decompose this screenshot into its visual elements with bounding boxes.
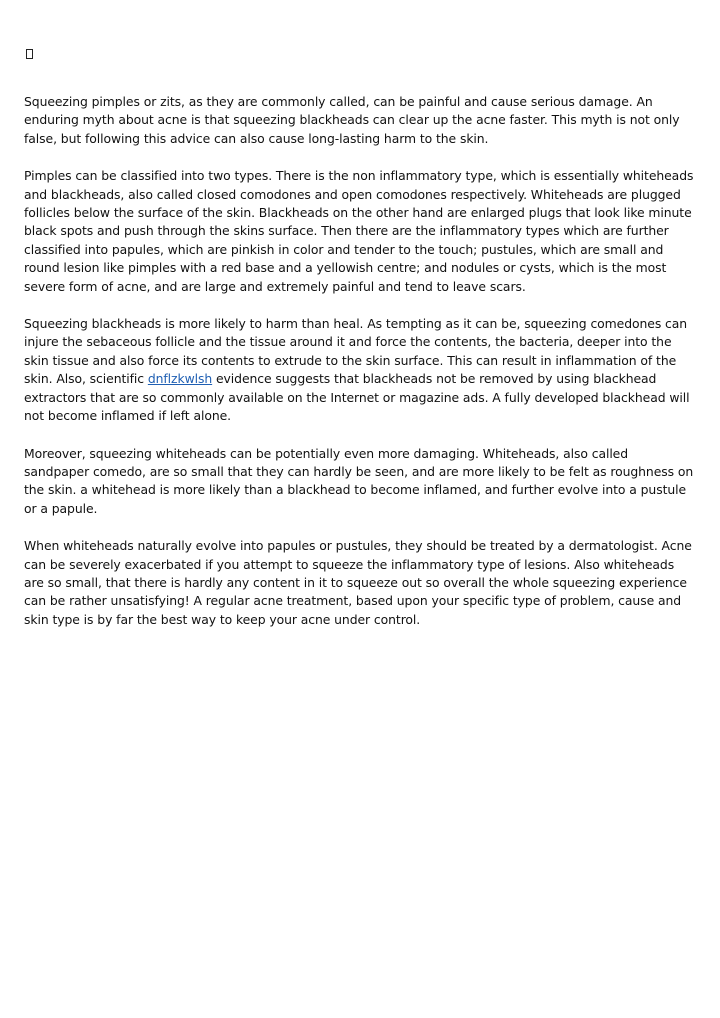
paragraph-1: Squeezing pimples or zits, as they are commonly called, can be painful and cause serious damage. An enduring myth about acne is that squeezing blackheads can clear up the acne faster. This myth is not only false, but following this advice can also cause long-lasting harm to the skin. [24,94,680,146]
paragraph-3-text-after: evidence suggests that blackheads not be removed by using blackhead extractors that are so commonly available on the Internet or magazine ads. A fully developed blackhead will not become inflamed if left alone. [24,371,690,424]
missing-glyph-icon [26,49,33,59]
paragraph-4: Moreover, squeezing whiteheads can be potentially even more damaging. Whiteheads, also called sandpaper comedo, are so small that they can hardly be seen, and are more likely to be felt as roughness on the skin. a whitehead is more likely than a blackhead to become inflamed, and further evolve into a pustule or a papule. [24,445,694,516]
paragraph-3 [24,315,696,425]
paragraph-3-text-before: Squeezing blackheads is more likely to harm than heal. As tempting as it can be, squeezing comedones can injure the sebaceous follicle and the tissue around it and force the contents, the bacteria, deeper into the skin tissue and also force its contents to extrude to the skin surface. This can result in inflammation of the skin. Also, scientific [24,316,688,387]
inline-link[interactable]: dnflzkwlsh [147,371,213,387]
document-body [24,44,696,648]
paragraph-5: When whiteheads naturally evolve into papules or pustules, they should be treated by a dermatologist. Acne can be severely exacerbated if you attempt to squeeze the inflammatory type of lesions. Also whiteheads are so small, that there is hardly any content in it to squeeze out so overall the whole squeezing experience can be rather unsatisfying! A regular acne treatment, based upon your specific type of problem, cause and skin type is by far the best way to keep your acne under control. [24,538,692,627]
paragraph-2: Pimples can be classified into two types. There is the non inflammatory type, which is essentially whiteheads and blackheads, also called closed comodones and open comodones respectively. Whiteheads are plugged follicles below the surface of the skin. Blackheads on the other hand are enlarged plugs that look like minute black spots and push through the skins surface. Then there are the inflammatory types which are further classified into papules, which are pinkish in color and tender to the touch; pustules, which are small and round lesion like pimples with a red base and a yellowish centre; and nodules or cysts, which is the most severe form of acne, and are large and extremely painful and tend to leave scars. [24,168,694,294]
